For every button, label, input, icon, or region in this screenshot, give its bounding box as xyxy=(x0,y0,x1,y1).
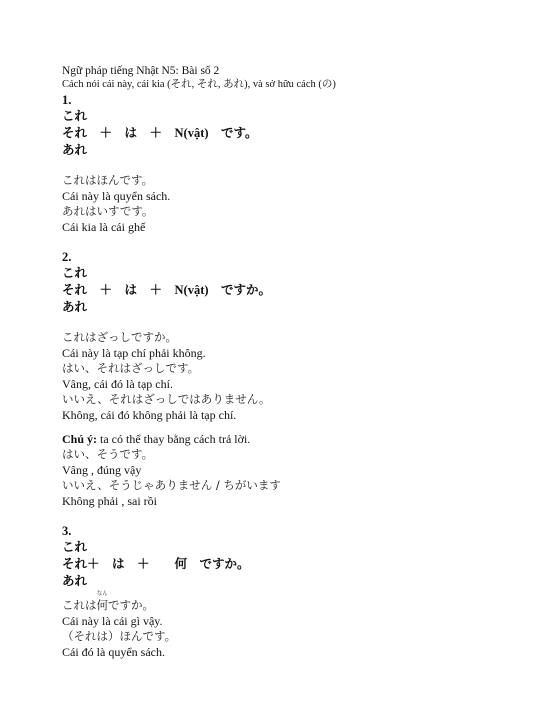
section-1-pattern-line-2: それ ＋ は ＋ N(vật) です。 xyxy=(62,126,258,140)
doc-title: Ngữ pháp tiếng Nhật N5: Bài số 2 xyxy=(62,65,220,77)
section-2-pattern-line-2: それ ＋ は ＋ N(vật) ですか。 xyxy=(62,283,272,297)
section-3-example-vi: Cái đó là quyển sách. xyxy=(62,645,165,659)
section-2-example-vi: Cái này là tạp chí phải không. xyxy=(62,346,206,360)
document-body xyxy=(62,64,522,660)
section-2-note-example-vi: Không phải , sai rồi xyxy=(62,494,157,508)
section-3-pattern-line-3: あれ xyxy=(62,574,88,588)
section-2-note xyxy=(62,431,522,447)
doc-subtitle: Cách nói cái này, cái kia (それ, それ, あれ), và sở hữu cách (の) xyxy=(62,79,336,90)
section-3-example-vi: Cái này là cái gì vậy. xyxy=(62,614,163,628)
section-1-example-jp: あれはいすです。 xyxy=(62,204,154,218)
section-3-pattern-line-2: それ＋ は ＋ 何 ですか。 xyxy=(62,557,250,571)
section-1-example-vi: Cái kia là cái ghế xyxy=(62,220,146,234)
section-2-note-example-jp: いいえ、そうじゃありません / ちがいます xyxy=(62,478,281,492)
section-3-pattern-line-1: これ xyxy=(62,540,88,554)
section-2-example-jp: これはざっしですか。 xyxy=(62,330,177,344)
section-2-note-example-vi: Vâng , đúng vậy xyxy=(62,463,142,477)
section-1-pattern-line-1: これ xyxy=(62,109,88,123)
section-1-example-vi: Cái này là quyển sách. xyxy=(62,189,171,203)
ex1-prefix: これは xyxy=(62,598,97,612)
section-2-example-vi: Không, cái đó không phải là tạp chí. xyxy=(62,408,237,422)
section-2-example-jp: はい、それはざっしです。 xyxy=(62,361,200,375)
section-3-number: 3. xyxy=(62,524,72,538)
section-2-note-example-jp: はい、そうです。 xyxy=(62,447,154,461)
section-1-number: 1. xyxy=(62,93,72,107)
furigana-kanji: 何 xyxy=(96,598,108,612)
section-1-example-jp: これはほんです。 xyxy=(62,173,154,187)
furigana-word xyxy=(96,591,109,613)
note-text: ta có thể thay bằng cách trả lời. xyxy=(97,432,251,446)
section-2-pattern-line-3: あれ xyxy=(62,300,88,314)
section-3-example-jp: （それは）ほんです。 xyxy=(62,629,177,643)
section-2-pattern-line-1: これ xyxy=(62,266,88,280)
section-3-example-jp-furigana xyxy=(62,591,522,613)
section-2-example-vi: Vâng, cái đó là tạp chí. xyxy=(62,377,173,391)
note-label: Chú ý: xyxy=(62,432,98,446)
section-2-number: 2. xyxy=(62,250,72,264)
furigana-reading: なん xyxy=(96,591,108,597)
ex1-suffix: ですか。 xyxy=(108,598,154,612)
section-2-example-jp: いいえ、それはざっしではありません。 xyxy=(62,392,271,406)
section-1-pattern-line-3: あれ xyxy=(62,143,88,157)
